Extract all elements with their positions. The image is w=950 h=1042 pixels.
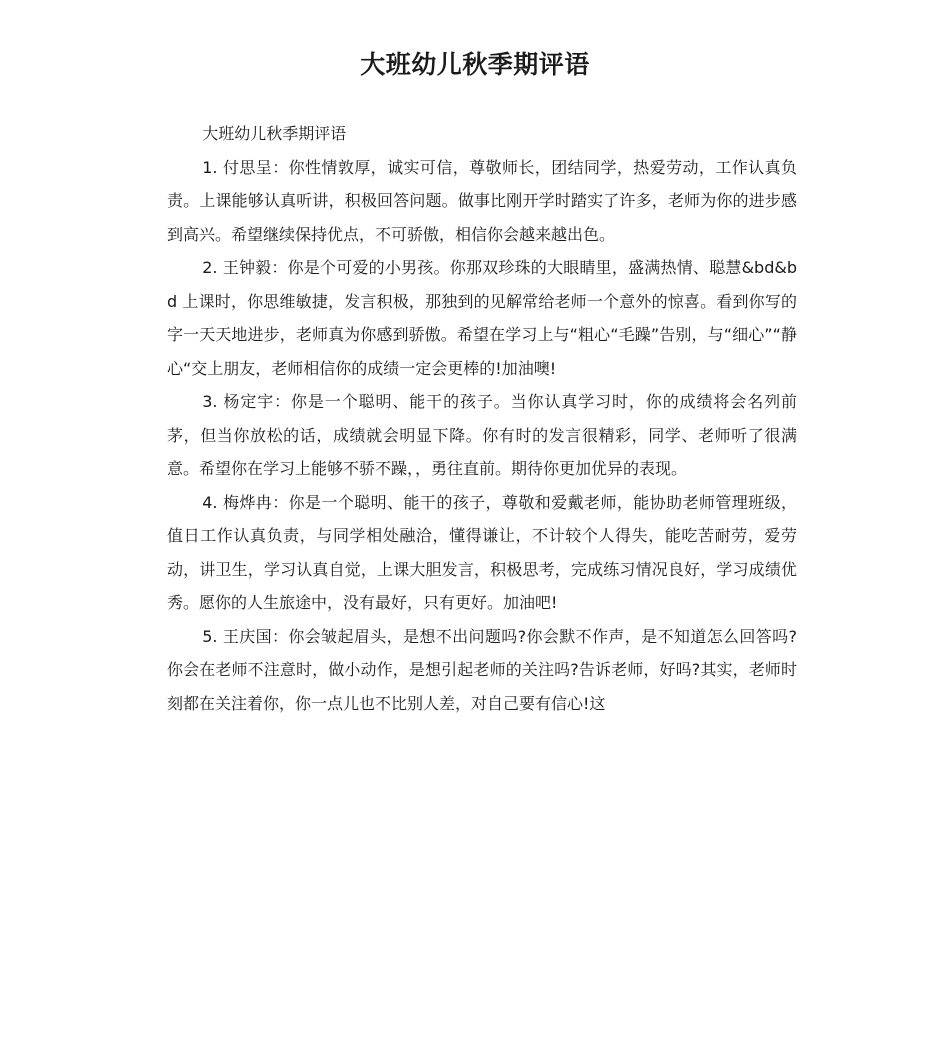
comment-paragraph-5: 5. 王庆国：你会皱起眉头，是想不出问题吗?你会默不作声，是不知道怎么回答吗?你会在老师不注意时，做小动作，是想引起老师的关注吗?告诉老师，好吗?其实，老师时刻都在关注着你，你一点儿也不比别人差，对自己要有信心!这 — [167, 626, 797, 713]
comment-paragraph-1: 1. 付思呈：你性情敦厚，诚实可信，尊敬师长，团结同学，热爱劳动，工作认真负责。上课能够认真听讲，积极回答问题。做事比刚开学时踏实了许多，老师为你的进步感到高兴。希望继续保持优点，不可骄傲，相信你会越来越出色。 — [167, 157, 797, 244]
comment-paragraph-4: 4. 梅烨冉：你是一个聪明、能干的孩子，尊敬和爱戴老师，能协助老师管理班级，值日工作认真负责，与同学相处融洽，懂得谦让，不计较个人得失，能吃苦耐劳，爱劳动，讲卫生，学习认真自觉，上课大胆发言，积极思考，完成练习情况良好，学习成绩优秀。愿你的人生旅途中，没有最好，只有更好。加油吧! — [167, 492, 797, 612]
document-body — [167, 117, 797, 720]
document-title: 大班幼儿秋季期评语 — [360, 50, 590, 79]
body-heading: 大班幼儿秋季期评语 — [202, 124, 347, 143]
comment-paragraph-2: 2. 王钟毅：你是个可爱的小男孩。你那双珍珠的大眼睛里，盛满热情、聪慧&bd&bd 上课时，你思维敏捷，发言积极，那独到的见解常给老师一个意外的惊喜。看到你写的字一天天地进步，老师真为你感到骄傲。希望在学习上与“粗心“毛躁”告别，与“细心”“静心“交上朋友，老师相信你的成绩一定会更棒的!加油噢! — [167, 258, 797, 378]
comment-paragraph-3: 3. 杨定宇：你是一个聪明、能干的孩子。当你认真学习时，你的成绩将会名列前茅，但当你放松的话，成绩就会明显下降。你有时的发言很精彩，同学、老师听了很满意。希望你在学习上能够不骄不躁，，勇往直前。期待你更加优异的表现。 — [167, 392, 797, 478]
